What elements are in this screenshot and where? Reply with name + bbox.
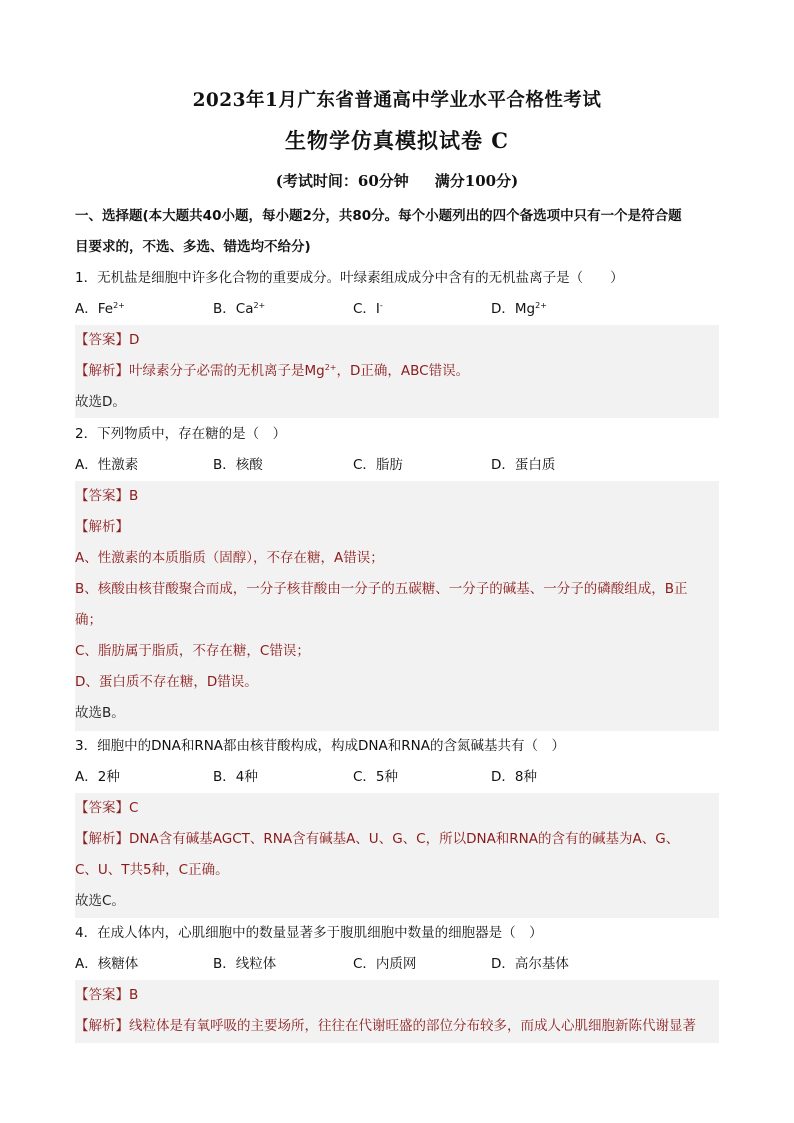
- q2-conclusion: 故选B。: [75, 705, 125, 721]
- q4-answer: 【答案】B: [75, 987, 139, 1003]
- exam-meta: [0, 170, 794, 191]
- q1-answer-block: [75, 325, 719, 418]
- q2-answer-block: [75, 481, 719, 731]
- q3-analysis-cont: C、U、T共5种，C正确。: [75, 862, 229, 878]
- q2-analysis-tag: 【解析】: [75, 519, 129, 535]
- q4-analysis: 【解析】线粒体是有氧呼吸的主要场所，往往在代谢旺盛的部位分布较多，而成人心肌细胞新陈代谢显著: [75, 1018, 696, 1034]
- q1-conclusion: 故选D。: [75, 394, 126, 410]
- q1-option-a: A．$Fe^{2+}$: [75, 301, 125, 317]
- exam-time: (考试时间：60分钟: [275, 172, 409, 190]
- q3-conclusion: 故选C。: [75, 893, 125, 909]
- q2-analysis-line: A、性激素的本质脂质（固醇），不存在糖，A错误；: [75, 550, 384, 566]
- q3-stem: 3．细胞中的DNA和RNA都由核苷酸构成，构成DNA和RNA的含氮碱基共有（ ）: [75, 738, 565, 754]
- q1-option-b: B．$Ca^{2+}$: [213, 301, 266, 317]
- q4-answer-block: [75, 980, 719, 1043]
- q4-option-d: D．高尔基体: [491, 956, 569, 972]
- q2-option-c: C．脂肪: [353, 457, 403, 473]
- q3-answer: 【答案】C: [75, 800, 139, 816]
- q3-option-a: A．2种: [75, 769, 120, 785]
- q2-option-a: A．性激素: [75, 457, 139, 473]
- q2-option-b: B．核酸: [213, 457, 263, 473]
- q3-option-c: C．5种: [353, 769, 399, 785]
- q1-analysis: 【解析】叶绿素分子必需的无机离子是$Mg^{2+}$，D正确，ABC错误。: [75, 363, 470, 379]
- q3-option-b: B．4种: [213, 769, 258, 785]
- q4-option-a: A．核糖体: [75, 956, 139, 972]
- q4-stem: 4．在成人体内，心肌细胞中的数量显著多于腹肌细胞中数量的细胞器是（ ）: [75, 925, 543, 941]
- q3-option-d: D．8种: [491, 769, 537, 785]
- q2-analysis-line: D、蛋白质不存在糖，D错误。: [75, 674, 258, 690]
- q2-stem: 2．下列物质中，存在糖的是（ ）: [75, 426, 287, 442]
- q4-option-b: B．线粒体: [213, 956, 277, 972]
- q1-option-c: C．I-: [353, 301, 383, 317]
- q2-analysis-line: 确；: [75, 612, 102, 628]
- q3-answer-block: [75, 793, 719, 918]
- q2-analysis-line: B、核酸由核苷酸聚合而成，一分子核苷酸由一分子的五碳糖、一分子的碱基、一分子的磷酸组成，B正: [75, 581, 688, 597]
- section-line-2: 目要求的，不选、多选、错选均不给分): [75, 239, 311, 255]
- q4-option-c: C．内质网: [353, 956, 417, 972]
- q2-option-d: D．蛋白质: [491, 457, 556, 473]
- section-line-1: 一、选择题(本大题共40小题，每小题2分，共80分。每个小题列出的四个备选项中只有一个是符合题: [75, 208, 682, 224]
- q1-option-d: D．$Mg^{2+}$: [491, 301, 547, 317]
- section-instructions: [75, 201, 725, 263]
- exam-title: 2023年1月广东省普通高中学业水平合格性考试: [192, 90, 602, 111]
- q2-analysis-line: C、脂肪属于脂质，不存在糖，C错误；: [75, 643, 310, 659]
- exam-score: 满分100分): [434, 172, 519, 190]
- q2-answer: 【答案】B: [75, 488, 139, 504]
- q1-answer: 【答案】D: [75, 332, 140, 348]
- exam-subtitle: 生物学仿真模拟试卷 C: [284, 128, 510, 153]
- q3-analysis: 【解析】DNA含有碱基AGCT、RNA含有碱基A、U、G、C，所以DNA和RNA的含有的碱基为A、G、: [75, 831, 680, 847]
- q1-stem: 1．无机盐是细胞中许多化合物的重要成分。叶绿素组成成分中含有的无机盐离子是（ ）: [75, 270, 624, 286]
